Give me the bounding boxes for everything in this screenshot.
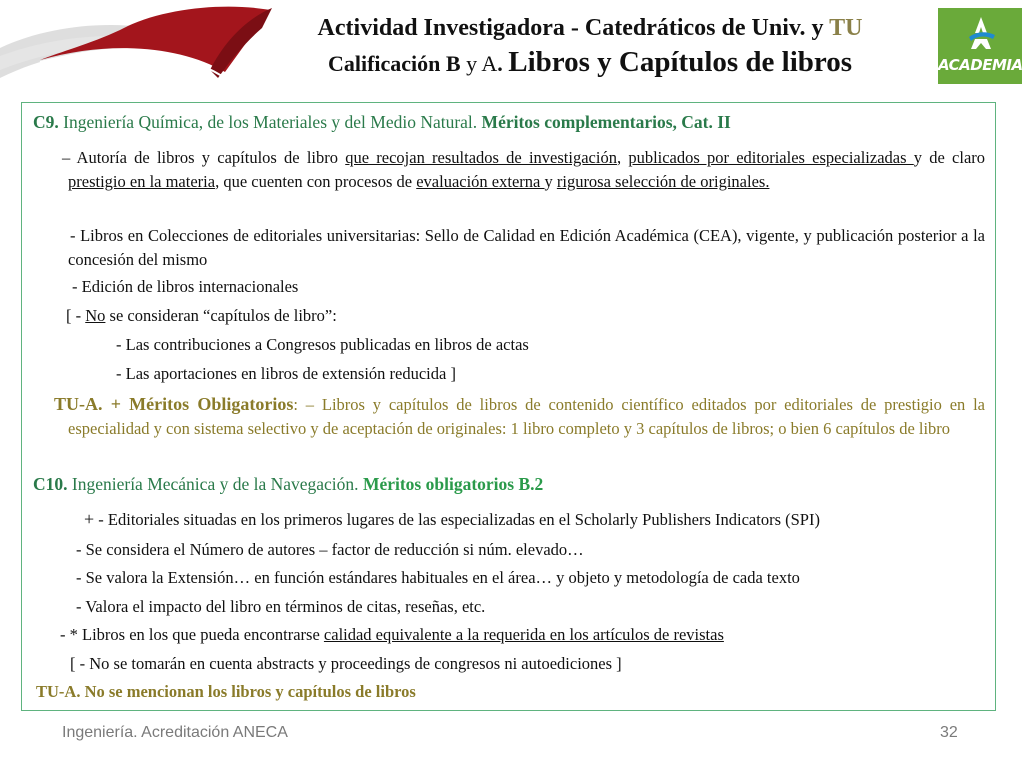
authorship-text-3: y de claro <box>913 148 986 167</box>
title-line-2 <box>250 44 930 82</box>
page-number: 32 <box>940 724 958 741</box>
tua-text: – Libros y capítulos de libros de contenido científico editados por editoriales de prestigio en la especialidad y con sistema selectivo y de aceptación de originales: 1 libro completo y 3 capítulos de libros; o bien 6 capítulos de libro <box>68 395 986 438</box>
equivalent-text: - * Libros en los que pueda encontrarse <box>60 625 324 644</box>
c10-area: Ingeniería Mecánica y de la Navegación. <box>67 474 363 494</box>
spi-text: - Editoriales situadas en los primeros lugares de las especializadas en el Scholarly Publishers Indicators (SPI) <box>94 510 820 529</box>
title-period: . <box>497 51 509 76</box>
tua-paragraph <box>54 393 986 440</box>
c10-merit: Méritos obligatorios B.2 <box>362 474 544 494</box>
authorship-underline-5: rigurosa selección de originales. <box>556 171 770 191</box>
book-logo <box>0 0 290 100</box>
exclusion-item-2: - Las aportaciones en libros de extensión reducida ] <box>116 364 456 383</box>
title-y-a: y A <box>466 51 498 76</box>
abstracts-exclusion-line: [ - No se tomarán en cuenta abstracts y proceedings de congresos ni autoediciones ] <box>70 654 622 673</box>
authorship-text-1: – Autoría de libros y capítulos de libro <box>62 148 346 167</box>
equivalent-quality-line <box>60 623 724 646</box>
academia-emblem-icon <box>965 15 997 51</box>
c9-code: C9. <box>33 112 59 132</box>
authorship-underline-1: que recojan resultados de investigación <box>345 148 617 167</box>
authorship-underline-3: prestigio en la materia <box>68 171 216 191</box>
tua-colon: : <box>293 395 306 414</box>
extension-line: - Se valora la Extensión… en función estándares habituales en el área… y objeto y metodología de cada texto <box>76 568 800 587</box>
title-line-1-text: Actividad Investigadora - Catedráticos de Univ. y <box>317 15 830 41</box>
exclusion-no: No <box>85 306 106 325</box>
academia-logo <box>938 8 1022 84</box>
title-line-1 <box>250 12 930 44</box>
international-line: - Edición de libros internacionales <box>72 277 299 296</box>
authorship-text-4: , que cuenten con procesos de <box>215 171 417 191</box>
authorship-underline-4: evaluación externa <box>416 171 545 191</box>
footer-label: Ingeniería. Acreditación ANECA <box>62 724 288 741</box>
tua-label: TU-A. + Méritos Obligatorios <box>54 394 294 414</box>
authorship-paragraph <box>62 146 986 193</box>
equivalent-underline: calidad equivalente a la requerida en los artículos de revistas <box>323 625 724 644</box>
c9-heading <box>33 111 731 134</box>
authors-line: - Se considera el Número de autores – factor de reducción si núm. elevado… <box>76 540 584 559</box>
title-libros: Libros y Capítulos de libros <box>508 46 853 78</box>
chapters-exclusion-line <box>66 304 337 327</box>
exclusion-text: se consideran “capítulos de libro”: <box>105 306 337 325</box>
c9-merit: Méritos complementarios, Cat. II <box>481 112 731 132</box>
c10-heading <box>33 473 543 496</box>
title-calificacion: Calificación B <box>327 51 467 76</box>
exclusion-prefix: [ - <box>66 306 86 325</box>
title-tu: TU <box>829 15 863 41</box>
c10-code: C10. <box>33 474 68 494</box>
authorship-underline-2: publicados por editoriales especializadas <box>628 148 914 167</box>
authorship-text-5: y <box>544 171 557 191</box>
collections-paragraph: - Libros en Colecciones de editoriales universitarias: Sello de Calidad en Edición Académica (CEA), vigente, y publicación posterior a la concesión del mismo <box>68 226 985 269</box>
slide-title <box>250 12 930 82</box>
impact-line: - Valora el impacto del libro en términos de citas, reseñas, etc. <box>76 597 486 616</box>
authorship-text-2: , <box>616 148 629 167</box>
spi-plus: + <box>84 509 95 529</box>
tua-note-line: TU-A. No se mencionan los libros y capítulos de libros <box>36 682 416 701</box>
c9-area: Ingeniería Química, de los Materiales y del Medio Natural. <box>58 112 482 132</box>
spi-line <box>84 508 820 531</box>
exclusion-item-1: - Las contribuciones a Congresos publicadas en libros de actas <box>116 335 529 354</box>
academia-logo-text: ACADEMIA <box>938 56 1023 74</box>
